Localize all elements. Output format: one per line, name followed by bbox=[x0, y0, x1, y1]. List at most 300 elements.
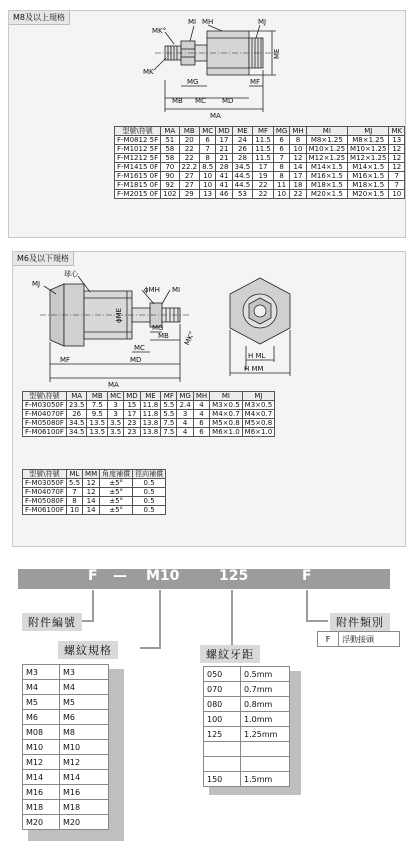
column-header: MC bbox=[200, 127, 216, 136]
table-cell: 27 bbox=[179, 181, 200, 190]
table-cell: 13 bbox=[200, 190, 216, 199]
table-cell: 3.5 bbox=[108, 428, 124, 437]
table-cell: 21 bbox=[216, 145, 232, 154]
table-cell: 0.5 bbox=[133, 479, 166, 488]
model-cell: F-M06100F bbox=[23, 428, 67, 437]
table-cell: M5×0.8 bbox=[210, 419, 243, 428]
table-cell: 12 bbox=[83, 479, 100, 488]
column-header: MI bbox=[306, 127, 347, 136]
dim-mg-small: MG bbox=[152, 324, 164, 332]
table-cell: 28 bbox=[232, 154, 253, 163]
table-cell: ±5° bbox=[100, 488, 133, 497]
table-row bbox=[23, 488, 166, 497]
list-code: M14 bbox=[23, 770, 60, 785]
table-cell: 6 bbox=[193, 419, 209, 428]
type-code: F bbox=[318, 632, 339, 647]
list-item bbox=[204, 697, 290, 712]
dim-mb-small: MB bbox=[158, 332, 169, 340]
table-cell: 7.5 bbox=[161, 419, 177, 428]
list-item bbox=[23, 740, 109, 755]
table-cell: M14×1.5 bbox=[348, 163, 389, 172]
table-cell: 26 bbox=[66, 410, 87, 419]
table-cell: 4 bbox=[193, 410, 209, 419]
table-cell: 9.5 bbox=[87, 410, 108, 419]
table-cell: 11.8 bbox=[140, 410, 161, 419]
table-cell: 6 bbox=[273, 136, 289, 145]
table-cell: 23 bbox=[124, 428, 140, 437]
large-spec-table bbox=[114, 126, 405, 199]
table-cell: 14 bbox=[290, 163, 306, 172]
column-header: MB bbox=[87, 392, 108, 401]
code-dash: — bbox=[113, 568, 127, 584]
column-header: ML bbox=[66, 470, 82, 479]
list-value: M14 bbox=[60, 770, 109, 785]
dim-mk-small: MK° bbox=[183, 330, 197, 347]
table-cell: 8 bbox=[66, 497, 82, 506]
table-cell: 70 bbox=[161, 163, 179, 172]
table-cell: M4×0.7 bbox=[210, 410, 243, 419]
table-cell: 13.8 bbox=[140, 419, 161, 428]
table-row bbox=[23, 428, 275, 437]
table-cell: 34.5 bbox=[66, 419, 87, 428]
column-header: MD bbox=[216, 127, 232, 136]
table-cell: 7 bbox=[66, 488, 82, 497]
dim-mh: MH bbox=[202, 18, 214, 26]
table-row bbox=[115, 190, 405, 199]
list-code: M12 bbox=[23, 755, 60, 770]
list-code: M6 bbox=[23, 710, 60, 725]
list-value bbox=[241, 757, 290, 772]
thread-pitch-label: 螺紋牙距 bbox=[200, 645, 260, 663]
column-header: 型號\符號 bbox=[23, 470, 67, 479]
model-cell: F-M03050F bbox=[23, 479, 67, 488]
table-cell: M16×1.5 bbox=[306, 172, 347, 181]
table-cell: 90 bbox=[161, 172, 179, 181]
thread-spec-label: 螺紋規格 bbox=[58, 641, 118, 659]
list-item bbox=[23, 725, 109, 740]
table-cell: 19 bbox=[253, 172, 274, 181]
column-header: MK bbox=[389, 127, 405, 136]
table-cell: 7 bbox=[389, 172, 405, 181]
list-item bbox=[204, 667, 290, 682]
table-row bbox=[23, 506, 166, 515]
list-item bbox=[23, 695, 109, 710]
dim-mb: MB bbox=[172, 97, 183, 105]
table-cell: 8 bbox=[273, 172, 289, 181]
list-value: M6 bbox=[60, 710, 109, 725]
table-cell: 2.4 bbox=[177, 401, 193, 410]
table-cell: 34.5 bbox=[66, 428, 87, 437]
table-row bbox=[23, 419, 275, 428]
column-header: MB bbox=[179, 127, 200, 136]
table-cell: 15 bbox=[124, 401, 140, 410]
list-code: M5 bbox=[23, 695, 60, 710]
table-cell: 11 bbox=[273, 181, 289, 190]
dim-h-mm: H MM bbox=[244, 365, 264, 373]
table-cell: 17 bbox=[124, 410, 140, 419]
dim-me: ME bbox=[273, 48, 281, 59]
accessory-number-label: 附件編號 bbox=[22, 613, 82, 631]
list-code: 080 bbox=[204, 697, 241, 712]
table-cell: 13.5 bbox=[87, 428, 108, 437]
model-cell: F-M04070F bbox=[23, 488, 67, 497]
table-cell: 27 bbox=[179, 172, 200, 181]
table-cell: 8 bbox=[200, 154, 216, 163]
table-cell: 12 bbox=[389, 154, 405, 163]
table-cell: M3×0.5 bbox=[210, 401, 243, 410]
table-cell: 22.2 bbox=[179, 163, 200, 172]
table-cell: 7 bbox=[200, 145, 216, 154]
table-cell: 5.5 bbox=[161, 401, 177, 410]
code-accessory: F bbox=[88, 568, 98, 584]
list-value: M10 bbox=[60, 740, 109, 755]
list-item bbox=[23, 755, 109, 770]
table-cell: 6 bbox=[193, 428, 209, 437]
list-item bbox=[23, 815, 109, 830]
table-cell: ±5° bbox=[100, 506, 133, 515]
table-cell: 41 bbox=[216, 172, 232, 181]
table-cell: 7.5 bbox=[87, 401, 108, 410]
list-item bbox=[23, 665, 109, 680]
model-cell: F-M1815 0F bbox=[115, 181, 161, 190]
list-value: M16 bbox=[60, 785, 109, 800]
column-header: MG bbox=[273, 127, 289, 136]
list-item bbox=[318, 632, 400, 647]
table-cell: M5×0.8 bbox=[242, 419, 275, 428]
list-item bbox=[204, 757, 290, 772]
table-row bbox=[23, 410, 275, 419]
list-item bbox=[23, 680, 109, 695]
table-cell: 11.5 bbox=[253, 154, 274, 163]
model-cell: F-M2015 0F bbox=[115, 190, 161, 199]
list-code: M08 bbox=[23, 725, 60, 740]
list-item bbox=[204, 682, 290, 697]
dim-h-ml: H ML bbox=[248, 352, 266, 360]
table-cell: 6 bbox=[200, 136, 216, 145]
table-cell: 5.5 bbox=[161, 410, 177, 419]
dim-mc: MC bbox=[195, 97, 206, 105]
table-cell: 3 bbox=[177, 410, 193, 419]
table-cell: 92 bbox=[161, 181, 179, 190]
table-cell: 8 bbox=[290, 136, 306, 145]
column-header: MJ bbox=[242, 392, 275, 401]
table-cell: M20×1.5 bbox=[306, 190, 347, 199]
model-cell: F-M1212 5F bbox=[115, 154, 161, 163]
table-cell: ±5° bbox=[100, 479, 133, 488]
code-pitch: 125 bbox=[219, 568, 249, 584]
list-value: 0.5mm bbox=[241, 667, 290, 682]
column-header: MI bbox=[210, 392, 243, 401]
dim-md-small: MD bbox=[130, 356, 142, 364]
table-cell: 14 bbox=[83, 506, 100, 515]
table-cell: M12×1.25 bbox=[348, 154, 389, 163]
code-thread: M10 bbox=[146, 568, 180, 584]
model-cell: F-M06100F bbox=[23, 506, 67, 515]
table-cell: M8×1.25 bbox=[306, 136, 347, 145]
column-header: ME bbox=[232, 127, 253, 136]
code-type: F bbox=[302, 568, 312, 584]
table-cell: M14×1.5 bbox=[306, 163, 347, 172]
table-cell: 12 bbox=[83, 488, 100, 497]
dim-mk2: MK bbox=[143, 68, 154, 76]
dim-mi-small: MI bbox=[172, 286, 181, 294]
dim-mf: MF bbox=[250, 78, 261, 86]
table-cell: 18 bbox=[290, 181, 306, 190]
table-cell: 7 bbox=[273, 154, 289, 163]
table-cell: 11.5 bbox=[253, 145, 274, 154]
dim-ma-small: MA bbox=[108, 381, 119, 389]
table-cell: 8 bbox=[273, 163, 289, 172]
table-cell: 28 bbox=[216, 163, 232, 172]
table-row bbox=[115, 181, 405, 190]
table-header-row bbox=[115, 127, 405, 136]
dim-md: MD bbox=[222, 97, 234, 105]
accessory-type-label: 附件類別 bbox=[330, 613, 390, 631]
list-code: M16 bbox=[23, 785, 60, 800]
column-header: 型號\符號 bbox=[115, 127, 161, 136]
table-cell: M3×0.5 bbox=[242, 401, 275, 410]
table-cell: 23.5 bbox=[66, 401, 87, 410]
list-value: 0.7mm bbox=[241, 682, 290, 697]
list-value: M18 bbox=[60, 800, 109, 815]
table-cell: 29 bbox=[179, 190, 200, 199]
list-item bbox=[23, 785, 109, 800]
table-row bbox=[115, 172, 405, 181]
table-cell: 12 bbox=[389, 163, 405, 172]
hex-end-view bbox=[218, 270, 302, 378]
table-cell: 58 bbox=[161, 145, 179, 154]
table-cell: 4 bbox=[177, 419, 193, 428]
list-code: M20 bbox=[23, 815, 60, 830]
model-cell: F-M04070F bbox=[23, 410, 67, 419]
dim-mk: MK° bbox=[152, 27, 167, 35]
list-value bbox=[241, 742, 290, 757]
list-item bbox=[23, 800, 109, 815]
thread-spec-list bbox=[22, 664, 109, 830]
table-cell: 7.5 bbox=[161, 428, 177, 437]
table-cell: 11.5 bbox=[253, 136, 274, 145]
column-header: MJ bbox=[348, 127, 389, 136]
table-header-row bbox=[23, 470, 166, 479]
column-header: MD bbox=[124, 392, 140, 401]
table-cell: 3 bbox=[108, 401, 124, 410]
list-code: 100 bbox=[204, 712, 241, 727]
table-cell: M18×1.5 bbox=[348, 181, 389, 190]
list-code: M4 bbox=[23, 680, 60, 695]
table-cell: 13.5 bbox=[87, 419, 108, 428]
dim-mh-small: ϕMH bbox=[144, 286, 160, 294]
table-row bbox=[115, 154, 405, 163]
table-row bbox=[23, 401, 275, 410]
dim-mf-small: MF bbox=[60, 356, 71, 364]
dim-mg: MG bbox=[187, 78, 199, 86]
table-cell: 22 bbox=[253, 181, 274, 190]
table-cell: 58 bbox=[161, 154, 179, 163]
column-header: 角度補償 bbox=[100, 470, 133, 479]
list-value: M20 bbox=[60, 815, 109, 830]
table-cell: M6×1.0 bbox=[242, 428, 275, 437]
list-value: 0.8mm bbox=[241, 697, 290, 712]
type-name: 浮動接頭 bbox=[339, 632, 400, 647]
table-cell: 0.5 bbox=[133, 506, 166, 515]
table-cell: 24 bbox=[232, 136, 253, 145]
table-cell: 53 bbox=[232, 190, 253, 199]
table-cell: 46 bbox=[216, 190, 232, 199]
dim-ma: MA bbox=[210, 112, 221, 120]
dim-mc-small: MC bbox=[134, 344, 145, 352]
table-cell: 44.5 bbox=[232, 181, 253, 190]
column-header: MF bbox=[161, 392, 177, 401]
table-cell: 22 bbox=[179, 145, 200, 154]
table-cell: 23 bbox=[124, 419, 140, 428]
list-item bbox=[204, 712, 290, 727]
list-code: 125 bbox=[204, 727, 241, 742]
dim-ball-center: 球心 bbox=[64, 270, 78, 278]
table-row bbox=[115, 145, 405, 154]
table-cell: M8×1.25 bbox=[348, 136, 389, 145]
table-cell: 10 bbox=[273, 190, 289, 199]
compensation-table bbox=[22, 469, 166, 515]
table-cell: 17 bbox=[290, 172, 306, 181]
column-header: MH bbox=[290, 127, 306, 136]
small-joint-drawing bbox=[30, 264, 220, 392]
table-cell: 10 bbox=[66, 506, 82, 515]
table-cell: 10 bbox=[290, 145, 306, 154]
table-cell: 10 bbox=[200, 172, 216, 181]
table-row bbox=[23, 497, 166, 506]
model-cell: F-M1415 0F bbox=[115, 163, 161, 172]
table-cell: M18×1.5 bbox=[306, 181, 347, 190]
table-cell: 3.5 bbox=[108, 419, 124, 428]
dim-mi: MI bbox=[188, 18, 197, 26]
table-cell: 102 bbox=[161, 190, 179, 199]
column-header: ME bbox=[140, 392, 161, 401]
table-cell: 0.5 bbox=[133, 488, 166, 497]
table-cell: 8.5 bbox=[200, 163, 216, 172]
column-header: 徑向補償 bbox=[133, 470, 166, 479]
model-cell: F-M05080F bbox=[23, 497, 67, 506]
list-item bbox=[204, 727, 290, 742]
list-code: 050 bbox=[204, 667, 241, 682]
list-value: M8 bbox=[60, 725, 109, 740]
table-cell: 26 bbox=[232, 145, 253, 154]
table-cell: M16×1.5 bbox=[348, 172, 389, 181]
list-value: 1.5mm bbox=[241, 772, 290, 787]
model-cell: F-M03050F bbox=[23, 401, 67, 410]
thread-pitch-list bbox=[203, 666, 290, 787]
table-cell: 20 bbox=[179, 136, 200, 145]
dim-mj-small: MJ bbox=[32, 280, 41, 288]
table-cell: 12 bbox=[389, 145, 405, 154]
list-code: M18 bbox=[23, 800, 60, 815]
table-row bbox=[115, 136, 405, 145]
table-row bbox=[115, 163, 405, 172]
table-cell: ±5° bbox=[100, 497, 133, 506]
table-cell: M10×1.25 bbox=[306, 145, 347, 154]
list-value: 1.0mm bbox=[241, 712, 290, 727]
column-header: MA bbox=[161, 127, 179, 136]
column-header: MG bbox=[177, 392, 193, 401]
list-code: M3 bbox=[23, 665, 60, 680]
table-header-row bbox=[23, 392, 275, 401]
dim-me-small: ϕME bbox=[115, 307, 123, 323]
table-cell: 11.8 bbox=[140, 401, 161, 410]
model-cell: F-M05080F bbox=[23, 419, 67, 428]
table-cell: M12×1.25 bbox=[306, 154, 347, 163]
model-cell: F-M0812 5F bbox=[115, 136, 161, 145]
list-code: M10 bbox=[23, 740, 60, 755]
accessory-type-table bbox=[317, 631, 400, 647]
list-value: M12 bbox=[60, 755, 109, 770]
table-cell: 13.8 bbox=[140, 428, 161, 437]
model-cell: F-M1012 5F bbox=[115, 145, 161, 154]
small-spec-label: M6及以下規格 bbox=[13, 252, 74, 266]
table-cell: M20×1.5 bbox=[348, 190, 389, 199]
table-cell: 12 bbox=[290, 154, 306, 163]
column-header: MA bbox=[66, 392, 87, 401]
table-cell: M4×0.7 bbox=[242, 410, 275, 419]
table-cell: 34.5 bbox=[232, 163, 253, 172]
table-cell: M6×1.0 bbox=[210, 428, 243, 437]
list-item bbox=[23, 770, 109, 785]
table-cell: 22 bbox=[179, 154, 200, 163]
table-cell: 51 bbox=[161, 136, 179, 145]
list-code bbox=[204, 757, 241, 772]
table-cell: 13 bbox=[389, 136, 405, 145]
table-cell: 17 bbox=[216, 136, 232, 145]
table-cell: M10×1.25 bbox=[348, 145, 389, 154]
small-spec-table bbox=[22, 391, 275, 437]
list-value: M4 bbox=[60, 680, 109, 695]
list-value: M5 bbox=[60, 695, 109, 710]
column-header: MM bbox=[83, 470, 100, 479]
list-item bbox=[204, 772, 290, 787]
list-code: 150 bbox=[204, 772, 241, 787]
table-cell: 14 bbox=[83, 497, 100, 506]
column-header: 型號\符號 bbox=[23, 392, 67, 401]
table-cell: 6 bbox=[273, 145, 289, 154]
table-cell: 10 bbox=[200, 181, 216, 190]
column-header: MC bbox=[108, 392, 124, 401]
large-spec-label: M8及以上規格 bbox=[9, 11, 70, 25]
column-header: MF bbox=[253, 127, 274, 136]
table-cell: 5.5 bbox=[66, 479, 82, 488]
table-cell: 4 bbox=[177, 428, 193, 437]
table-cell: 22 bbox=[253, 190, 274, 199]
list-value: M3 bbox=[60, 665, 109, 680]
table-cell: 0.5 bbox=[133, 497, 166, 506]
table-cell: 22 bbox=[290, 190, 306, 199]
table-cell: 41 bbox=[216, 181, 232, 190]
list-code: 070 bbox=[204, 682, 241, 697]
model-cell: F-M1615 0F bbox=[115, 172, 161, 181]
column-header: MH bbox=[193, 392, 209, 401]
list-code bbox=[204, 742, 241, 757]
table-cell: 17 bbox=[253, 163, 274, 172]
order-code-bar bbox=[18, 569, 390, 589]
table-cell: 44.5 bbox=[232, 172, 253, 181]
table-row bbox=[23, 479, 166, 488]
table-cell: 21 bbox=[216, 154, 232, 163]
list-item bbox=[204, 742, 290, 757]
large-joint-drawing bbox=[130, 14, 320, 126]
list-value: 1.25mm bbox=[241, 727, 290, 742]
table-cell: 10 bbox=[389, 190, 405, 199]
dim-mj: MJ bbox=[258, 18, 267, 26]
list-item bbox=[23, 710, 109, 725]
table-cell: 4 bbox=[193, 401, 209, 410]
table-cell: 7 bbox=[389, 181, 405, 190]
